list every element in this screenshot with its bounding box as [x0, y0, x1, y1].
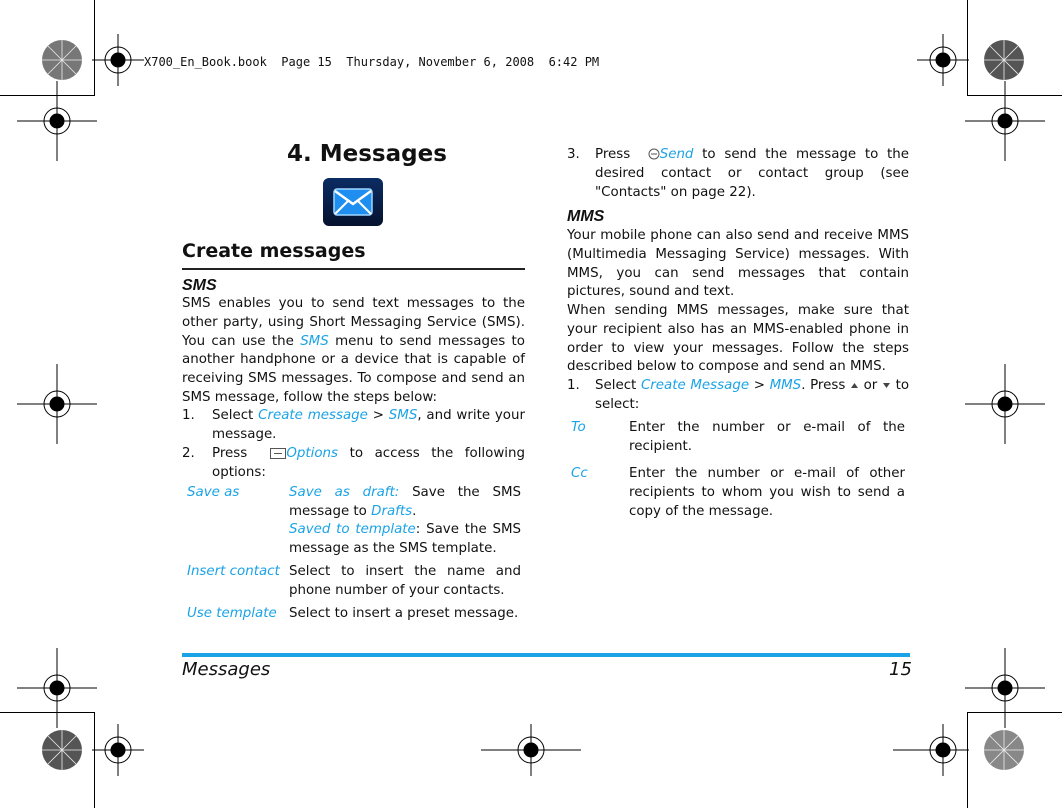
step-number: 1. — [567, 378, 580, 393]
mms-step-1: Select Create Message > MMS. Press or to select: — [595, 378, 910, 412]
mms-heading: MMS — [567, 208, 605, 225]
right-softkey-icon — [648, 148, 660, 160]
envelope-icon — [323, 178, 383, 226]
footer-rule — [182, 653, 910, 657]
down-arrow-icon — [882, 381, 891, 390]
sms-link[interactable]: SMS — [300, 333, 329, 349]
field-cc-description: Enter the number or e-mail of other recipients to whom you wish to send a copy of the message. — [629, 466, 905, 519]
field-to-description: Enter the number or e-mail of the recipient. — [629, 420, 905, 454]
sms-step-3: Press Send to send the message to the desired contact or contact group (see "Contacts" on page 22). — [595, 147, 909, 200]
sms-link[interactable]: SMS — [388, 408, 418, 423]
mms-paragraph-2: When sending MMS messages, make sure that your recipient also has an MMS-enabled phone in order to view your messages. Follow the steps described below to compose and send an MMS. — [567, 303, 909, 375]
heading-rule — [182, 268, 525, 270]
create-messages-heading: Create messages — [182, 240, 366, 262]
chapter-title: 4. Messages — [287, 141, 447, 167]
option-key-save-as: Save as — [187, 485, 240, 500]
field-key-cc: Cc — [571, 466, 588, 481]
step-number: 2. — [182, 446, 195, 461]
field-key-to: To — [571, 420, 586, 435]
option-save-as-template: Saved to template: Save the SMS message as the SMS template. — [289, 522, 521, 556]
option-key-insert-contact: Insert contact — [187, 564, 280, 579]
create-message-link[interactable]: Create Message — [640, 378, 750, 393]
sms-heading: SMS — [182, 277, 217, 294]
step-number: 3. — [567, 147, 580, 162]
up-arrow-icon — [850, 381, 859, 390]
option-save-as-draft: Save as draft: Save the SMS message to Drafts. — [289, 485, 521, 519]
mms-link[interactable]: MMS — [769, 378, 802, 393]
running-header: X700_En_Book.book Page 15 Thursday, November 6, 2008 6:42 PM — [144, 55, 600, 69]
send-link[interactable]: Send — [659, 147, 694, 162]
create-message-link[interactable]: Create message — [258, 408, 368, 423]
page-number: 15 — [889, 659, 912, 680]
sms-step-1: Select Create message > SMS, and write your message. — [212, 408, 525, 442]
sms-step-2: Press Options to access the following options: — [212, 446, 525, 480]
option-use-template: Select to insert a preset message. — [289, 606, 519, 621]
left-softkey-icon — [270, 448, 286, 459]
sms-intro: SMS enables you to send text messages to the other party, using Short Messaging Service (SMS). You can use the SMS menu to send messages to another handphone or a device that is capable of receiving SMS messages. To compose and send an SMS message, follow the steps below: — [182, 296, 525, 405]
options-link[interactable]: Options — [286, 446, 339, 461]
step-number: 1. — [182, 408, 195, 423]
mms-paragraph-1: Your mobile phone can also send and receive MMS (Multimedia Messaging Service) messages. With MMS, you can send messages that contain pictures, sound and text. — [567, 228, 909, 300]
option-key-use-template: Use template — [187, 606, 277, 621]
option-insert-contact: Select to insert the name and phone number of your contacts. — [289, 564, 521, 598]
footer-section-name: Messages — [182, 659, 271, 680]
